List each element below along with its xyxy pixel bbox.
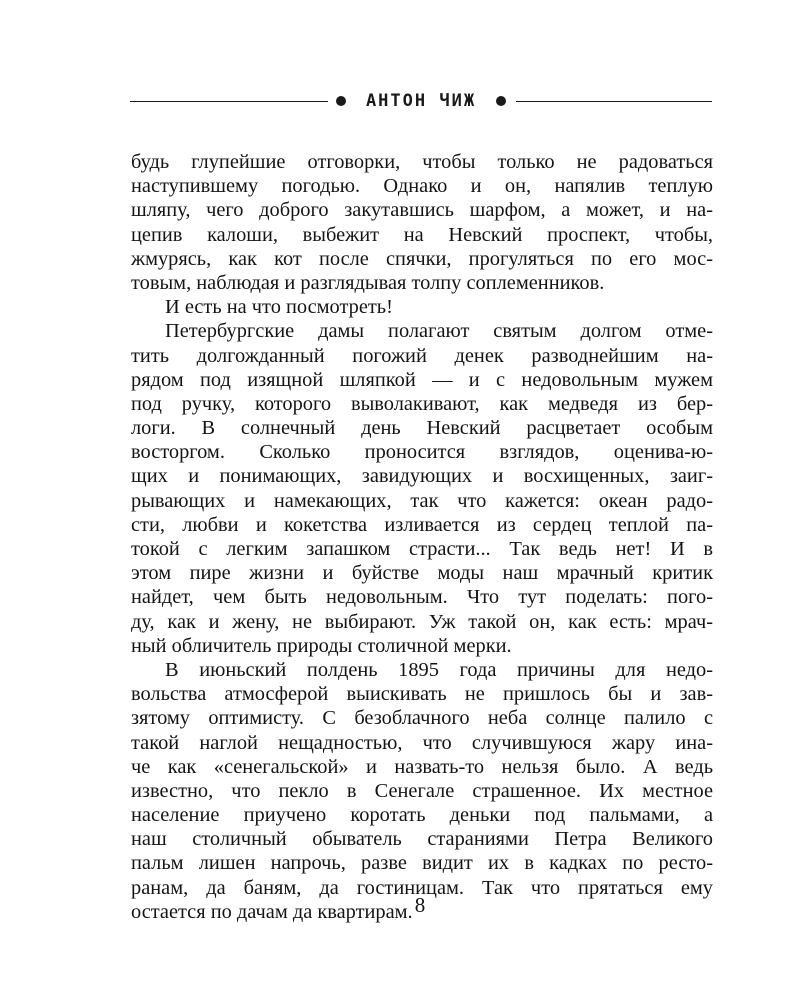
text-line: такой наглой нещадностью, что случившуюся жару ина- [131, 731, 713, 754]
text-line: Петербургские дамы полагают святым долгом отме- [165, 320, 713, 343]
text-line: ду, как и жену, не выбирают. Уж такой он, как есть: мрач- [131, 610, 713, 633]
text-line: шляпу, чего доброго закутавшись шарфом, а может, и на- [131, 199, 713, 222]
text-line: цепив калоши, выбежит на Невский проспект, чтобы, [131, 223, 713, 246]
text-line: рывающих и намекающих, так что кажется: океан радо- [131, 489, 713, 512]
running-head [130, 88, 712, 114]
text-line: И есть на что посмотреть! [165, 296, 393, 319]
text-line: этом пире жизни и буйстве моды наш мрачный критик [131, 562, 713, 585]
text-line: известно, что пекло в Сенегале страшенное. Их местное [131, 779, 713, 802]
author-name: АНТОН ЧИЖ [365, 91, 477, 111]
text-line: сти, любви и кокетства изливается из сердец теплой па- [131, 513, 713, 536]
header-rule-left [130, 101, 328, 102]
text-line: В июньский полдень 1895 года причины для недо- [165, 658, 713, 681]
text-line: зятому оптимисту. С безоблачного неба солнце палило с [131, 707, 713, 730]
text-line: товым, наблюдая и разглядывая толпу соплеменников. [131, 271, 605, 294]
bullet-dot-icon [496, 96, 506, 106]
text-line: остается по дачам да квартирам. [131, 900, 413, 923]
page-number: 8 [414, 893, 426, 917]
body-text [131, 150, 713, 924]
text-line: наступившему погодью. Однако и он, напялив теплую [131, 175, 713, 198]
text-line: наш столичный обыватель стараниями Петра Великого [131, 828, 713, 851]
header-rule-right [516, 101, 712, 102]
text-line: восторгом. Сколько проносится взглядов, оценива-ю- [131, 441, 713, 464]
text-line: че как «сенегальской» и назвать-то нельзя было. А ведь [131, 755, 713, 778]
text-line: будь глупейшие отговорки, чтобы только не радоваться [131, 151, 713, 173]
text-line: население приучено коротать деньки под пальмами, а [131, 804, 713, 827]
text-line: щих и понимающих, завидующих и восхищенных, заиг- [131, 465, 713, 488]
text-line: найдет, чем быть недовольным. Что тут поделать: пого- [131, 586, 713, 609]
text-line: ный обличитель природы столичной мерки. [131, 634, 512, 657]
text-line: ранам, да баням, да гостиницам. Так что прятаться ему [131, 876, 713, 899]
text-line: вольства атмосферой выискивать не пришлось бы и зав- [131, 683, 713, 706]
text-line: логи. В солнечный день Невский расцветает особым [131, 417, 713, 440]
text-line: тить долгожданный погожий денек разводнейшим на- [131, 344, 713, 367]
text-line: пальм лишен напрочь, разве видит их в кадках по ресто- [131, 852, 713, 875]
text-line: токой с легким запашком страсти... Так ведь нет! И в [131, 538, 713, 560]
text-line: жмурясь, как кот после спячки, прогуляться по его мос- [131, 247, 713, 270]
text-line: под ручку, которого выволакивают, как медведя из бер- [131, 392, 713, 415]
bullet-dot-icon [336, 96, 346, 106]
text-line: рядом под изящной шляпкой — и с недовольным мужем [131, 368, 713, 391]
